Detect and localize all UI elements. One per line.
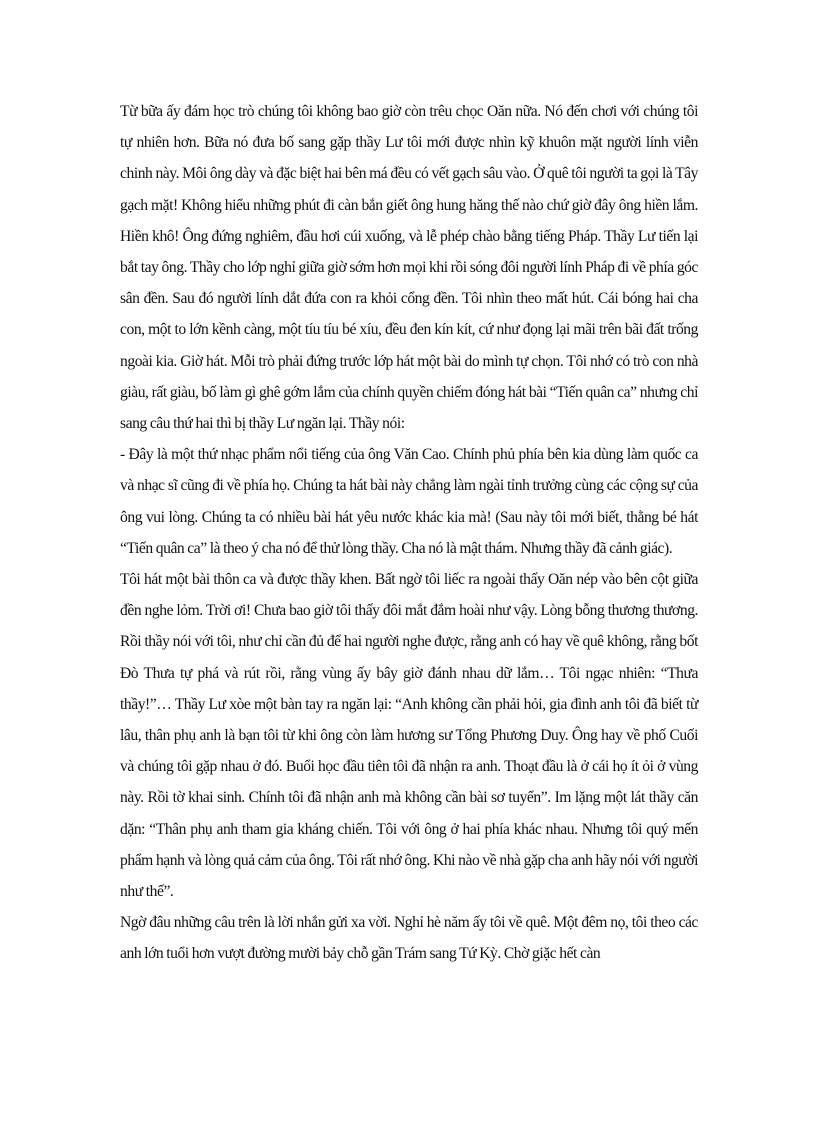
paragraph-4: Ngờ đâu những câu trên là lời nhắn gửi xa vời. Nghỉ hè năm ấy tôi về quê. Một đêm nọ, tôi theo các anh lớn tuổi hơn vượt đường mười bảy chỗ gần Trám sang Tứ Kỳ. Chờ giặc hết càn bbox=[120, 914, 698, 963]
paragraph-2: - Đây là một thứ nhạc phẩm nổi tiếng của ông Văn Cao. Chính phủ phía bên kia dùng làm quốc ca và nhạc sĩ cũng đi về phía họ. Chúng ta hát bài này chẳng làm ngài tỉnh trưởng cùng các cộng sự của ông vui lòng. Chúng ta có nhiều bài hát yêu nước khác kia mà! (Sau này tôi mới biết, thằng bé hát “Tiến quân ca” là theo ý cha nó để thử lòng thầy. Cha nó là mật thám. Nhưng thầy đã cảnh giác). bbox=[120, 446, 698, 557]
paragraph-3: Tôi hát một bài thôn ca và được thầy khen. Bất ngờ tôi liếc ra ngoài thấy Oăn nép vào bên cột giữa đền nghe lỏm. Trời ơi! Chưa bao giờ tôi thấy đôi mắt đắm hoài như vậy. Lòng bỗng thương thương. Rồi thầy nói với tôi, như chỉ cần đủ để hai người nghe được, rằng anh có hay về quê không, rằng bốt Đò Thưa tự phá và rút rồi, rằng vùng ấy bây giờ đánh nhau dữ lắm… Tôi ngạc nhiên: “Thưa thầy!”… Thầy Lư xòe một bàn tay ra ngăn lại: “Anh không cần phải hỏi, gia đình anh tôi đã biết từ lâu, thân phụ anh là bạn tôi từ khi ông còn làm hương sư Tổng Phương Duy. Ông hay về phố Cuối và chúng tôi gặp nhau ở đó. Buổi học đầu tiên tôi đã nhận ra anh. Thoạt đầu là ở cái họ ít ỏi ở vùng này. Rồi tờ khai sinh. Chính tôi đã nhận anh mà không cần bài sơ tuyển”. Im lặng một lát thầy căn dặn: “Thân phụ anh tham gia kháng chiến. Tôi với ông ở hai phía khác nhau. Nhưng tôi quý mến phẩm hạnh và lòng quả cảm của ông. Tôi rất nhớ ông. Khi nào về nhà gặp cha anh hãy nói với người như thế”. bbox=[120, 571, 698, 901]
document-page bbox=[120, 96, 698, 970]
paragraph-1: Từ bữa ấy đám học trò chúng tôi không bao giờ còn trêu chọc Oăn nữa. Nó đến chơi với chúng tôi tự nhiên hơn. Bữa nó đưa bố sang gặp thầy Lư tôi mới được nhìn kỹ khuôn mặt người lính viễn chinh này. Môi ông dày và đặc biệt hai bên má đều có vết gạch sâu vào. Ở quê tôi người ta gọi là Tây gạch mặt! Không hiểu những phút đi càn bắn giết ông hung hăng thế nào chứ giờ đây ông hiền lắm. Hiền khô! Ông đứng nghiêm, đầu hơi cúi xuống, và lễ phép chào bằng tiếng Pháp. Thầy Lư tiến lại bắt tay ông. Thầy cho lớp nghỉ giữa giờ sớm hơn mọi khi rồi sóng đôi người lính Pháp đi về phía góc sân đền. Sau đó người lính dắt đứa con ra khỏi cổng đền. Tôi nhìn theo mất hút. Cái bóng hai cha con, một to lớn kềnh càng, một tíu tíu bé xíu, đều đen kín kít, cứ như đọng lại mãi trên bãi đất trống ngoài kia. Giờ hát. Mỗi trò phải đứng trước lớp hát một bài do mình tự chọn. Tôi nhớ có trò con nhà giàu, rất giàu, bố làm gì ghê gớm lắm của chính quyền chiếm đóng hát bài “Tiến quân ca” nhưng chỉ sang câu thứ hai thì bị thầy Lư ngăn lại. Thầy nói: bbox=[120, 103, 698, 433]
